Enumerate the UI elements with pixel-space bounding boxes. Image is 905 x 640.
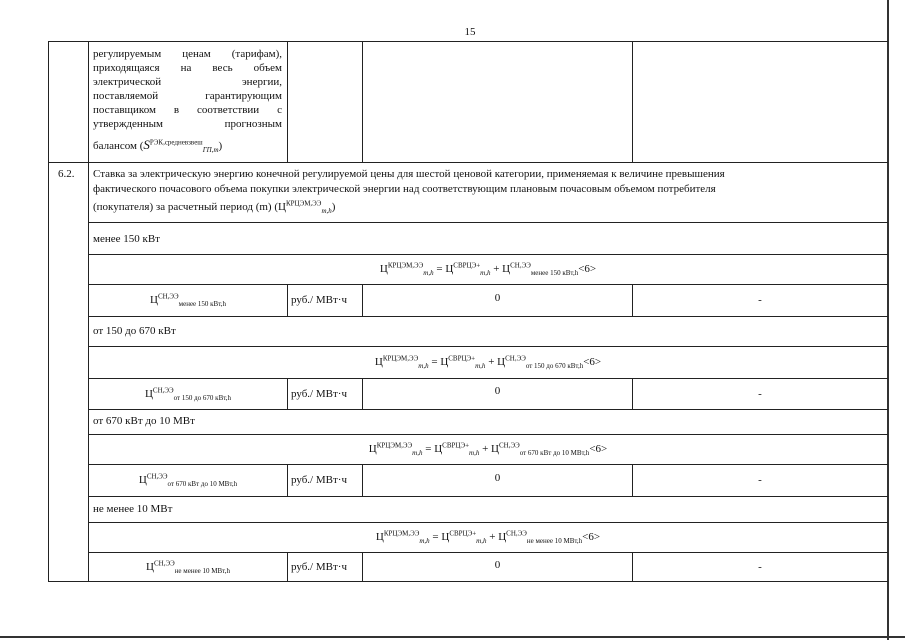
formula: $Ц^{КРЦЭМ,ЭЭ}_{m,h} = Ц^{СВРЦЭ+}_{m,h} + Ц^{СН,ЭЭ}_{менее 150 кВт,h}<6>$ <box>379 261 597 278</box>
section-heading: от 150 до 670 кВт <box>93 325 176 337</box>
page-number: 15 <box>464 26 476 38</box>
formula: $Ц^{КРЦЭМ,ЭЭ}_{m,h} = Ц^{СВРЦЭ+}_{m,h} + Ц^{СН,ЭЭ}_{не менее 10 МВт,h}<6>$ <box>375 529 601 546</box>
value: 0 <box>494 559 501 571</box>
parameter-name: $Ц^{СН,ЭЭ}_{менее 150 кВт,h}$ <box>149 292 227 309</box>
balance-symbol-line: балансом $(S^{РЭК,средневзвеш}_{ГП,m})$ <box>93 137 223 155</box>
section-heading: от 670 кВт до 10 МВт <box>93 415 195 427</box>
row-number: 6.2. <box>58 168 75 180</box>
scan-border-bottom <box>0 636 905 638</box>
formula: $Ц^{КРЦЭМ,ЭЭ}_{m,h} = Ц^{СВРЦЭ+}_{m,h} + Ц^{СН,ЭЭ}_{от 670 кВт до 10 МВт,h}<6>$ <box>368 441 608 458</box>
scan-border-right <box>887 0 889 640</box>
parameter-name: $Ц^{СН,ЭЭ}_{от 150 до 670 кВт,h}$ <box>144 386 232 403</box>
unit: руб./ МВт·ч <box>291 561 347 573</box>
value: 0 <box>494 385 501 397</box>
value: 0 <box>494 472 501 484</box>
parameter-name: $Ц^{СН,ЭЭ}_{от 670 кВт до 10 МВт,h}$ <box>138 472 238 489</box>
section-heading: менее 150 кВт <box>93 233 160 245</box>
parameter-name: $Ц^{СН,ЭЭ}_{не менее 10 МВт,h}$ <box>146 559 230 576</box>
unit: руб./ МВт·ч <box>291 474 347 486</box>
extra-value: - <box>758 474 762 486</box>
section-heading: не менее 10 МВт <box>93 503 173 515</box>
unit: руб./ МВт·ч <box>291 294 347 306</box>
formula: $Ц^{КРЦЭМ,ЭЭ}_{m,h} = Ц^{СВРЦЭ+}_{m,h} + Ц^{СН,ЭЭ}_{от 150 до 670 кВт,h}<6>$ <box>374 354 602 371</box>
extra-value: - <box>758 561 762 573</box>
unit: руб./ МВт·ч <box>291 388 347 400</box>
value: 0 <box>494 292 501 304</box>
extra-value: - <box>758 388 762 400</box>
extra-value: - <box>758 294 762 306</box>
